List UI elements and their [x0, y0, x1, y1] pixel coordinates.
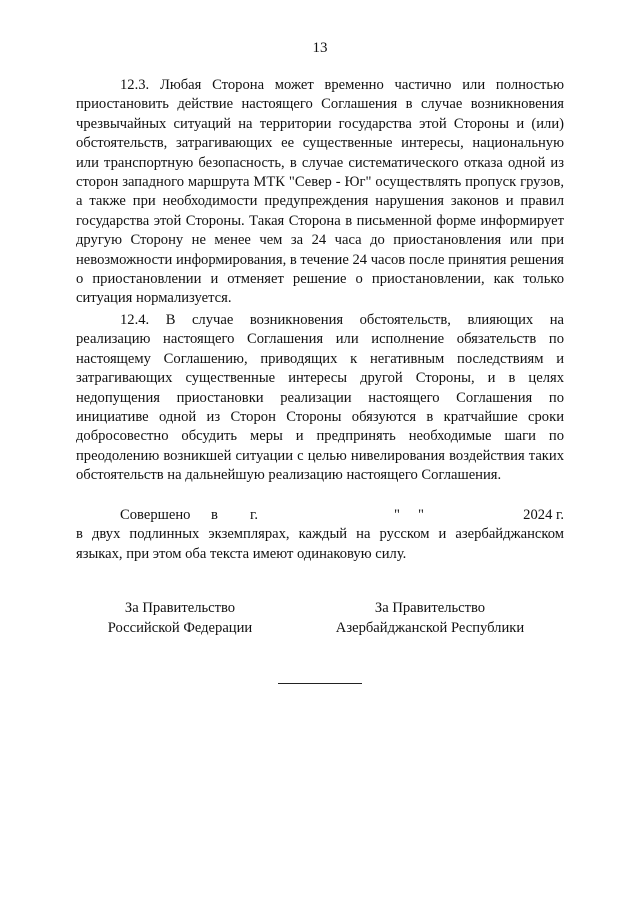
- signature-left-line2: Российской Федерации: [107, 619, 253, 636]
- signing-year: 2024 г.: [523, 507, 564, 523]
- signing-clause-text: в двух подлинных экземплярах, каждый на русском и азербайджанском языках, при этом оба текста имеют одинаковую силу.: [76, 526, 564, 562]
- paragraph-12-3: 12.3. Любая Сторона может временно частично или полностью приостановить действие настоящего Соглашения в случае возникновения чрезвычайных ситуаций на территории государства этой Стороны и (или) обстоятельств, затрагивающих ее существенные интересы, национальную или транспортную безопасность, в случае систематического отказа одной из сторон западного маршрута МТК "Север - Юг" осуществлять пропуск грузов, а также при необходимости предупреждения нарушения законов и правил государства этой Стороны. Такая Сторона в письменной форме информирует другую Сторону не менее чем за 24 часа до приостановления или при невозможности информирования, в течение 24 часов после принятия решения о приостановлении и отменяет решение о приостановлении, как только ситуация нормализуется.: [76, 77, 564, 307]
- signature-block-russia: [90, 599, 270, 638]
- date-quote-close: ": [418, 507, 424, 523]
- page-number: 13: [312, 40, 328, 56]
- signature-right-line1: За Правительство: [374, 600, 486, 616]
- date-quote-open: ": [394, 507, 400, 523]
- paragraph-12-4: 12.4. В случае возникновения обстоятельств, влияющих на реализацию настоящего Соглашения или исполнение обязательств по настоящему Соглашению, приводящих к негативным последствиям и затрагивающих существенные интересы другой Стороны, и в целях недопущения приостановки реализации настоящего Соглашения по инициативе одной из Сторон Стороны обязуются в кратчайшие сроки добросовестно обсудить меры и предпринять необходимые шаги по преодолению возникшей ситуации с целью нивелирования воздействия таких обстоятельств на дальнейшую реализацию настоящего Соглашения.: [76, 312, 564, 484]
- signature-right-line2: Азербайджанской Республики: [335, 619, 525, 636]
- done-preposition: в: [211, 507, 218, 523]
- signing-clause: [76, 506, 564, 564]
- signature-block-azerbaijan: [330, 599, 530, 638]
- done-word: Совершено: [120, 507, 191, 523]
- end-divider-line: [278, 683, 362, 684]
- signature-left-line1: За Правительство: [124, 600, 236, 616]
- signing-date-line: [76, 506, 564, 525]
- done-city-abbrev: г.: [250, 507, 258, 523]
